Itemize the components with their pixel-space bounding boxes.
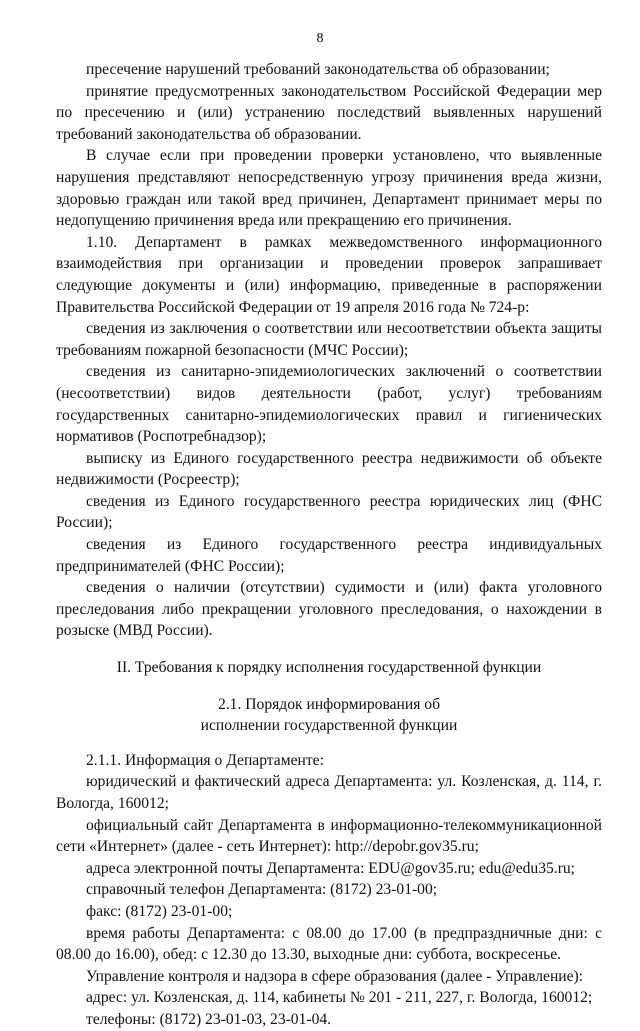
paragraph: сведения из Единого государственного реестра юридических лиц (ФНС России); bbox=[56, 492, 602, 532]
paragraph: телефоны: (8172) 23-01-03, 23-01-04. bbox=[86, 1010, 332, 1028]
paragraph: 1.10. Департамент в рамках межведомственного информационного взаимодействия при организации и проведении проверок запрашивает следующие документы и (или) информацию, приведенные в распоряжении Правительства Российской Федерации от 19 апреля 2016 года № 724-р: bbox=[56, 233, 602, 316]
spacer bbox=[56, 679, 602, 694]
paragraph: сведения из санитарно-эпидемиологических заключений о соответствии (несоответствии) видов деятельности (работ, услуг) требованиям государственных санитарно-эпидемиологических правил и гигиенических нормативов (Роспотребнадзор); bbox=[56, 363, 602, 446]
page-number: 8 bbox=[316, 31, 324, 46]
paragraph: юридический и фактический адреса Департамента: ул. Козленская, д. 114, г. Вологда, 160012; bbox=[56, 773, 602, 812]
paragraph: сведения из Единого государственного реестра индивидуальных предпринимателей (ФНС России); bbox=[56, 536, 602, 575]
paragraph: адрес: ул. Козленская, д. 114, кабинеты № 201 - 211, 227, г. Вологда, 160012; bbox=[86, 989, 593, 1007]
paragraph: адреса электронной почты Департамента: EDU@gov35.ru; edu@edu35.ru; bbox=[86, 859, 576, 877]
paragraph: время работы Департамента: с 08.00 до 17.00 (в предпраздничные дни: с 08.00 до 16.00), обед: с 12.30 до 13.30, выходные дни: суббота, воскресенье. bbox=[56, 924, 602, 964]
spacer bbox=[56, 642, 602, 657]
paragraph: справочный телефон Департамента: (8172) 23-01-00; bbox=[86, 881, 438, 899]
paragraph: официальный сайт Департамента в информационно-телекоммуникационной сети «Интернет» (далее - сеть Интернет): http://depobr.gov35.ru; bbox=[56, 816, 602, 856]
paragraph: принятие предусмотренных законодательством Российской Федерации мер по пресечению и (или) устранению последствий выявленных нарушений требований законодательства об образовании. bbox=[56, 82, 602, 143]
paragraph: 2.1.1. Информация о Департаменте: bbox=[86, 751, 324, 769]
paragraph: Управление контроля и надзора в сфере образования (далее - Управление): bbox=[86, 967, 584, 985]
subsection-heading: исполнении государственной функции bbox=[200, 717, 458, 735]
spacer bbox=[56, 737, 602, 750]
paragraph: сведения из заключения о соответствии или несоответствии объекта защиты требованиям пожарной безопасности (МЧС России); bbox=[56, 320, 602, 359]
paragraph: пресечение нарушений требований законодательства об образовании; bbox=[86, 61, 550, 78]
document-body bbox=[56, 59, 602, 1031]
paragraph: выписку из Единого государственного реестра недвижимости об объекте недвижимости (Росреестр); bbox=[56, 449, 602, 489]
paragraph: факс: (8172) 23-01-00; bbox=[86, 902, 233, 920]
paragraph: В случае если при проведении проверки установлено, что выявленные нарушения представляют непосредственную угрозу причинения вреда жизни, здоровью граждан или такой вред причинен, Департамент принимает меры по недопущению причинения вреда или прекращению его причинения. bbox=[56, 147, 602, 230]
paragraph: сведения о наличии (отсутствии) судимости и (или) факта уголовного преследования либо прекращении уголовного преследования, о нахождении в розыске (МВД России). bbox=[56, 579, 602, 640]
section-heading: II. Требования к порядку исполнения государственной функции bbox=[116, 659, 542, 677]
subsection-heading: 2.1. Порядок информирования об bbox=[217, 695, 441, 713]
